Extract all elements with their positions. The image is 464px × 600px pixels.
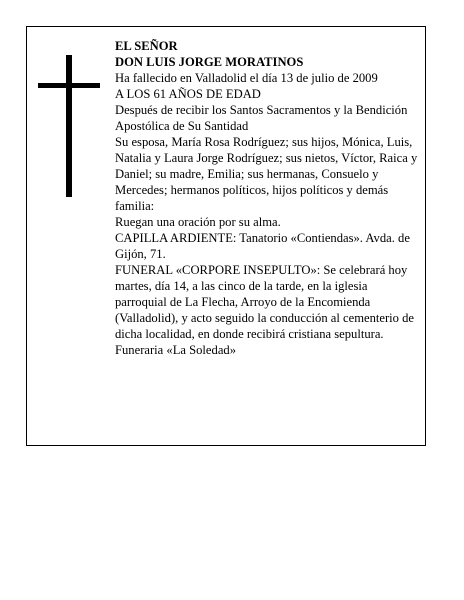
funeral-info: FUNERAL «CORPORE INSEPULTO»: Se celebrará hoy martes, día 14, a las cinco de la tarde, en la iglesia parroquial de La Flecha, Arroyo de la Encomienda (Valladolid), y acto seguido la conducción al cementerio de dicha localidad, en donde recibirá cristiana sepultura. <box>115 263 414 341</box>
age-line: A LOS 61 AÑOS DE EDAD <box>115 87 261 101</box>
death-announcement: Ha fallecido en Valladolid el día 13 de julio de 2009 <box>115 71 378 85</box>
cross-horizontal-bar <box>38 83 100 88</box>
sacraments-line: Después de recibir los Santos Sacramentos y la Bendición Apostólica de Su Santidad <box>115 103 408 133</box>
notice-title-line1: EL SEÑOR <box>115 39 178 53</box>
cross-vertical-bar <box>66 55 72 197</box>
deceased-name: DON LUIS JORGE MORATINOS <box>115 55 304 69</box>
chapel-info: CAPILLA ARDIENTE: Tanatorio «Contiendas». Avda. de Gijón, 71. <box>115 231 410 261</box>
family-list: Su esposa, María Rosa Rodríguez; sus hijos, Mónica, Luis, Natalia y Laura Jorge Rodríguez; sus nietos, Víctor, Raica y Daniel; su madre, Emilia; sus hermanas, Consuelo y Mercedes; hermanos políticos, hijos políticos y demás familia: <box>115 135 418 213</box>
funeral-home: Funeraria «La Soledad» <box>115 343 236 357</box>
prayer-request: Ruegan una oración por su alma. <box>115 215 281 229</box>
notice-text-block <box>115 38 421 358</box>
